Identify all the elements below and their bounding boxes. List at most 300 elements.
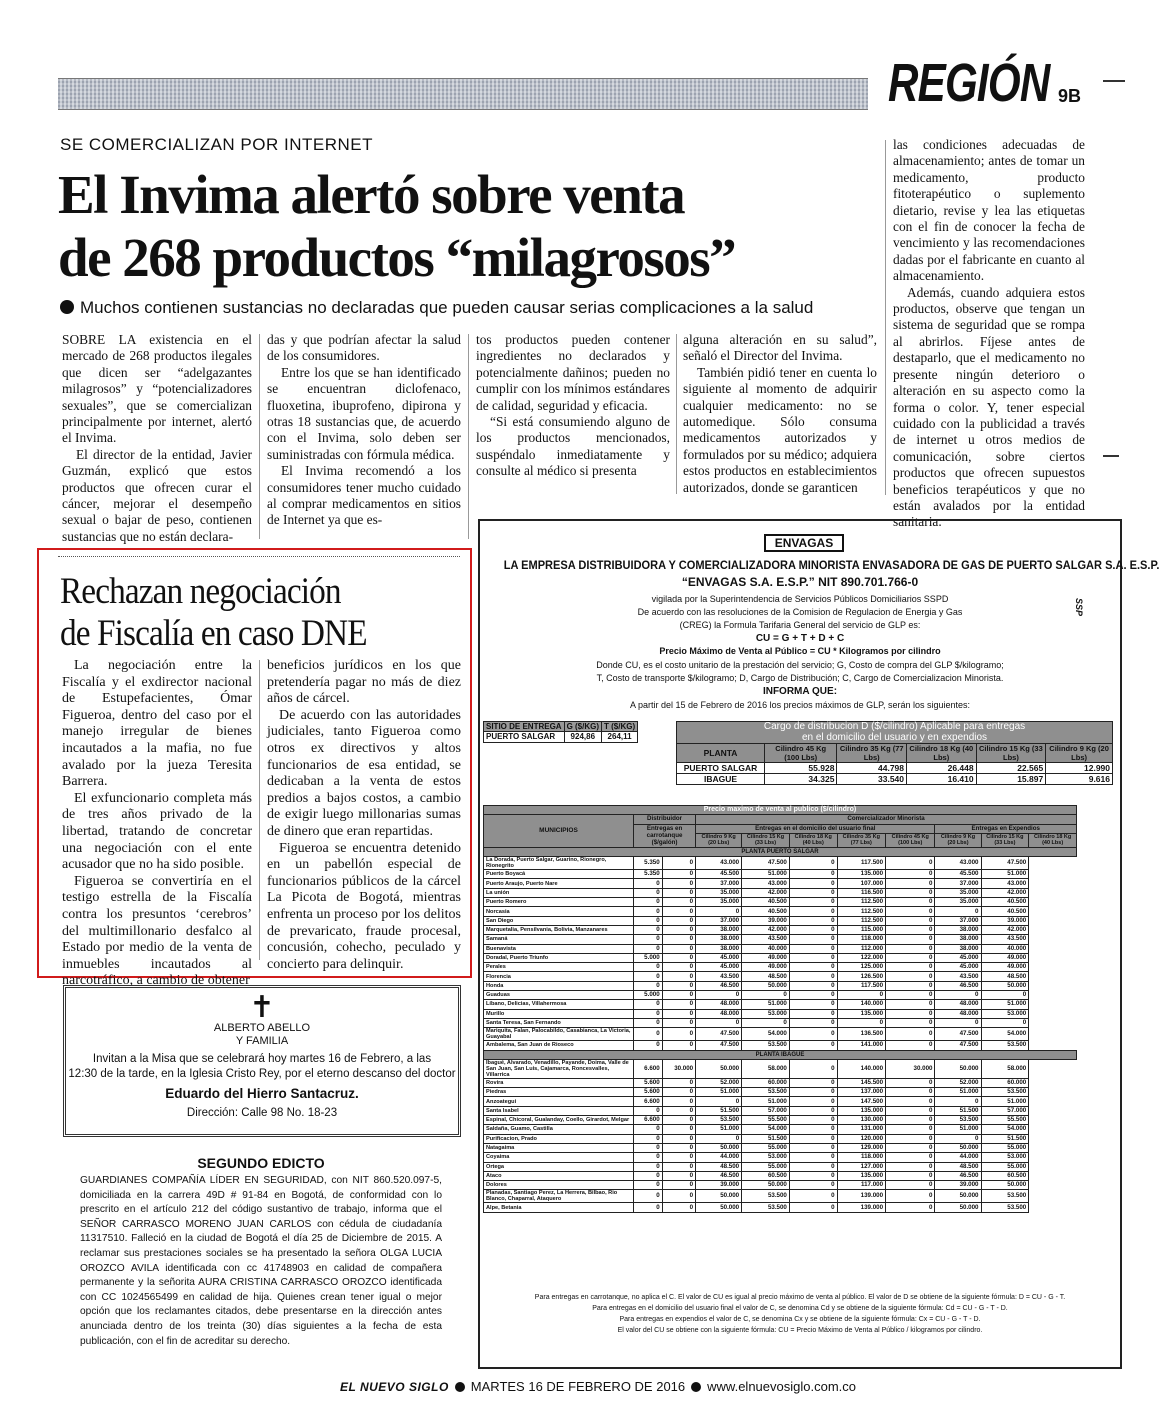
paragraph: De acuerdo con las autoridades judiciales, tanto Figueroa como otros ex directivos y altos funcionarios de esa entidad, se dedicaban a la venta de estos predios a bajos costos, a cambio de exigir luego millonarias sumas de dinero que eran repartidas.: [267, 707, 461, 839]
price-cell: 107.000: [837, 879, 885, 888]
footnote: Para entregas en el domicilio del usuario final el valor de C, se denomina Cd y se obtiene de la siguiente fórmula: Cd = CU - G - T - D.: [592, 1305, 1008, 1312]
price-cell: 47.500: [935, 1028, 981, 1041]
table-row: [484, 944, 1077, 953]
price-cell: 125.000: [837, 963, 885, 972]
table-row: [484, 1116, 1077, 1125]
bullet-icon: [60, 300, 74, 314]
price-cell: 5.350: [634, 857, 663, 870]
article1-column-4: [683, 332, 877, 495]
table-row: [484, 898, 1077, 907]
price-cell: 0: [886, 1018, 935, 1027]
margin-mark: [1103, 80, 1125, 82]
cell: PUERTO SALGAR: [484, 732, 565, 743]
bullet-icon: [455, 1382, 465, 1392]
municipality-cell: Dolores: [484, 1181, 634, 1190]
price-cell: 0: [789, 1162, 837, 1171]
header-cell: Cilindro 9 Kg (20 Lbs): [1046, 744, 1113, 763]
price-cell: 0: [634, 1000, 663, 1009]
price-cell: 0: [789, 1134, 837, 1143]
price-cell: 112.000: [837, 944, 885, 953]
price-cell: 51.000: [742, 870, 790, 879]
header-cell: Cilindro 35 Kg (77 Lbs): [837, 744, 907, 763]
table-row: [484, 925, 1077, 934]
price-cell: 0: [662, 972, 695, 981]
price-cell: 145.500: [837, 1078, 885, 1087]
column-rule: [676, 334, 677, 494]
header-cell: Cilindro 15 Kg (33 Lbs): [742, 833, 790, 847]
paragraph: La negociación entre la Fiscalía y el exdirector nacional de Estupefacientes, Ómar Figueroa, dentro del caso por el manejo irregular de bienes incautados a la mafia, no fue avalado por la jueza Teresita Barrera.: [62, 658, 252, 790]
price-cell: 35.000: [696, 898, 742, 907]
cell: PUERTO SALGAR: [677, 763, 765, 774]
cell: 33.540: [837, 774, 907, 785]
price-cell: 0: [789, 1203, 837, 1212]
header-cell: Comercializador Minorista: [696, 815, 1077, 824]
price-cell: 0: [789, 888, 837, 897]
cross-icon: ✝: [249, 991, 275, 1024]
municipality-cell: Santa Isabel: [484, 1106, 634, 1115]
price-cell: 48.500: [981, 972, 1029, 981]
ad-definition: Donde CU, es el costo unitario de la prestación del servicio; G, Costo de compra del GLP $/kilogramo;: [596, 660, 1004, 670]
price-cell: 0: [634, 1028, 663, 1041]
municipality-cell: Marquetalia, Pensilvania, Bolivia, Manzanares: [484, 925, 634, 934]
price-cell: 0: [789, 1009, 837, 1018]
paragraph: las condiciones adecuadas de almacenamiento; antes de tomar un medicamento, producto fitoterapéutico o suplemento dietario, revise y lea las etiquetas con el fin de conocer la fecha de vencimiento y las recomendaciones dadas por el fabricante en cuanto al almacenamiento.: [893, 137, 1085, 284]
price-cell: 0: [742, 991, 790, 1000]
price-cell: 0: [886, 1125, 935, 1134]
price-cell: 60.500: [981, 1171, 1029, 1180]
price-cell: 0: [696, 907, 742, 916]
header-cell: Cilindro 45 Kg (100 Lbs): [886, 833, 935, 847]
cell: 22.565: [976, 763, 1046, 774]
municipality-cell: Mariquita, Falan, Palocabildo, Casabianca, La Victoria, Guayabal: [484, 1028, 634, 1041]
ad-formula: CU = G + T + D + C: [755, 633, 845, 644]
paragraph: El exfuncionario completa más de tres años privado de la libertad, tratando de concretar una negociación con el ente acusador que no ha sido posible.: [62, 790, 252, 873]
price-cell: 57.000: [742, 1106, 790, 1115]
municipality-cell: Murillo: [484, 1009, 634, 1018]
table-row: [484, 907, 1077, 916]
price-cell: 42.000: [981, 888, 1029, 897]
municipality-cell: Ambalema, San Juan de Rioseco: [484, 1041, 634, 1050]
price-cell: 112.500: [837, 916, 885, 925]
table-row: [484, 981, 1077, 990]
price-cell: 0: [886, 1106, 935, 1115]
price-cell: 51.000: [981, 1000, 1029, 1009]
price-cell: 0: [662, 935, 695, 944]
table-row: [484, 857, 1077, 870]
header-cell: Cilindro 18 Kg (40 Lbs): [907, 744, 977, 763]
price-cell: 135.000: [837, 1106, 885, 1115]
price-cell: 0: [886, 1190, 935, 1203]
price-cell: 0: [662, 1106, 695, 1115]
price-cell: 135.000: [837, 870, 885, 879]
price-cell: 55.000: [742, 1162, 790, 1171]
price-cell: 118.000: [837, 1153, 885, 1162]
price-cell: 52.000: [935, 1078, 981, 1087]
cell: 26.448: [907, 763, 977, 774]
price-cell: 0: [662, 1134, 695, 1143]
price-cell: 37.000: [935, 879, 981, 888]
price-cell: 30.000: [886, 1059, 935, 1078]
price-cell: 0: [886, 1203, 935, 1212]
price-cell: 0: [634, 879, 663, 888]
header-cell: PLANTA: [677, 744, 765, 763]
price-cell: 60.000: [742, 1078, 790, 1087]
ad-nit: “ENVAGAS S.A. E.S.P.” NIT 890.701.766-0: [681, 575, 919, 589]
price-cell: 35.000: [935, 898, 981, 907]
price-cell: 0: [662, 1203, 695, 1212]
price-cell: 0: [634, 1171, 663, 1180]
price-cell: 47.500: [742, 857, 790, 870]
price-cell: 50.000: [696, 1059, 742, 1078]
price-cell: 0: [935, 1097, 981, 1106]
price-cell: 54.000: [742, 1125, 790, 1134]
price-cell: 0: [886, 944, 935, 953]
cell: 12.990: [1046, 763, 1113, 774]
price-cell: 46.500: [935, 1171, 981, 1180]
price-cell: 6.600: [634, 1116, 663, 1125]
header-band: [58, 78, 868, 110]
article2-column-1: [62, 658, 252, 989]
price-cell: 0: [935, 1018, 981, 1027]
price-cell: 58.000: [981, 1059, 1029, 1078]
header-cell: T ($/KG): [602, 722, 638, 732]
price-cell: 0: [886, 1143, 935, 1152]
paragraph: Figueroa se convertiría en el testigo estrella de la Fiscalía contra los presuntos ‘cerebros’ del multimillonario desfalco al Estado por medio de la venta de inmuebles incautados al narcotráfico, a cambio de obtener: [62, 873, 252, 989]
price-cell: 0: [662, 1000, 695, 1009]
price-cell: 112.500: [837, 907, 885, 916]
price-cell: 0: [634, 1203, 663, 1212]
price-cell: 55.000: [742, 1143, 790, 1152]
price-cell: 43.000: [935, 857, 981, 870]
price-cell: 43.500: [742, 935, 790, 944]
dotted-divider: [58, 556, 460, 557]
price-cell: 48.000: [935, 1009, 981, 1018]
ad-company: LA EMPRESA DISTRIBUIDORA Y COMERCIALIZADORA MINORISTA ENVASADORA DE GAS DE PUERTO SALGAR S.A. E.S.P.: [503, 558, 1159, 572]
ad-footnotes: [480, 1292, 1120, 1336]
price-cell: 40.500: [981, 907, 1029, 916]
municipality-cell: Puerto Araujo, Puerto Nare: [484, 879, 634, 888]
price-cell: 0: [789, 879, 837, 888]
paragraph: tos productos pueden contener ingredientes no declarados y potencialmente dañinos; pueden no cumplir con los mínimos estándares de calidad, seguridad y eficacia.: [476, 332, 670, 413]
price-cell: 0: [789, 1097, 837, 1106]
price-cell: 117.500: [837, 857, 885, 870]
price-cell: 0: [886, 916, 935, 925]
price-cell: 50.000: [981, 1181, 1029, 1190]
price-cell: 39.000: [696, 1181, 742, 1190]
price-cell: 0: [886, 1181, 935, 1190]
price-cell: 0: [662, 1028, 695, 1041]
price-cell: 51.000: [935, 1088, 981, 1097]
article-headline-line1: El Invima alertó sobre venta: [58, 164, 685, 225]
price-cell: 0: [886, 1009, 935, 1018]
municipality-cell: Guaduas: [484, 991, 634, 1000]
price-cell: 115.000: [837, 925, 885, 934]
price-cell: 0: [981, 991, 1029, 1000]
price-cell: 130.000: [837, 1116, 885, 1125]
price-cell: 0: [662, 916, 695, 925]
price-cell: 0: [789, 1059, 837, 1078]
price-cell: 48.500: [742, 972, 790, 981]
price-cell: 40.500: [742, 898, 790, 907]
table-row: [484, 1181, 1077, 1190]
table-row: [484, 1134, 1077, 1143]
edict-body: GUARDIANES COMPAÑÍA LÍDER EN SEGURIDAD, con NIT 860.520.097-5, domiciliada en la carrera 49D # 91-84 en Bogotá, de conformidad con lo prescrito en el artículo 212 del código sustantivo de trabajo, informa que el SEÑOR CARRASCO MORENO JUAN CARLOS con cédula de ciudadanía 11317510. Falleció en la ciudad de Bogotá el día 25 de Diciembre de 2015. A reclamar sus prestaciones sociales se ha presentado la señora OLGA LUCIA OROZCO AVILA identificada con cc 41748903 en calidad de compañera permanente y la señorita AURA CRISTINA CARRASCO OROZCO identificada con CC 1024565499 en calidad de hija. Quienes crean tener igual o mejor opción que los reclamantes citados, debe presentarse en la dirección antes anunciada dentro de los treinta (30) días siguientes a la fecha de esta publicación, con el fin de acreditar su derecho.: [80, 1175, 442, 1347]
price-cell: 135.000: [837, 1009, 885, 1018]
price-cell: 38.000: [935, 935, 981, 944]
ad-definition: T, Costo de transporte $/kilogramo; D, Cargo de Distribución; C, Cargo de Comercializacion Minorista.: [596, 673, 1004, 683]
price-cell: 0: [886, 981, 935, 990]
price-cell: 0: [634, 925, 663, 934]
header-cell: Entregas en el domicilio del usuario final: [696, 824, 935, 833]
table-row: [484, 879, 1077, 888]
price-cell: 0: [886, 1028, 935, 1041]
cell: 44.798: [837, 763, 907, 774]
header-cell: Cilindro 18 Kg (40 Lbs): [789, 833, 837, 847]
price-cell: 141.000: [837, 1041, 885, 1050]
price-cell: 40.500: [742, 907, 790, 916]
municipality-cell: San Diego: [484, 916, 634, 925]
price-cell: 58.000: [742, 1059, 790, 1078]
price-cell: 0: [662, 944, 695, 953]
header-cell: Cilindro 9 Kg (20 Lbs): [696, 833, 742, 847]
table-row: [484, 1028, 1077, 1041]
table-row: [484, 1162, 1077, 1171]
table-row: [484, 1171, 1077, 1180]
price-cell: 0: [789, 1181, 837, 1190]
column-rule: [468, 334, 469, 539]
cell: 924,86: [564, 732, 601, 743]
price-cell: 116.500: [837, 888, 885, 897]
price-cell: 38.000: [935, 925, 981, 934]
price-cell: 0: [662, 1041, 695, 1050]
price-cell: 51.000: [981, 1097, 1029, 1106]
header-cell: Cilindro 18 Kg (40 Lbs): [1029, 833, 1077, 847]
price-cell: 139.000: [837, 1203, 885, 1212]
price-cell: 129.000: [837, 1143, 885, 1152]
price-cell: 139.000: [837, 1190, 885, 1203]
obituary-invite: Invitan a la Misa que se celebrará hoy martes 16 de Febrero, a las: [92, 1053, 432, 1065]
section-title: REGIÓN: [888, 53, 1050, 113]
price-cell: 51.000: [742, 1000, 790, 1009]
table-row: [484, 972, 1077, 981]
price-cell: 0: [789, 1041, 837, 1050]
header-cell: Entregas en carrotanque ($/galón): [634, 824, 696, 847]
price-cell: 0: [886, 935, 935, 944]
price-cell: 50.000: [696, 1190, 742, 1203]
price-cell: 0: [634, 1190, 663, 1203]
header-cell: Cilindro 35 Kg (77 Lbs): [837, 833, 885, 847]
price-cell: 0: [886, 1171, 935, 1180]
price-cell: 0: [634, 1181, 663, 1190]
column-rule: [885, 140, 886, 495]
price-cell: 136.500: [837, 1028, 885, 1041]
price-cell: 127.000: [837, 1162, 885, 1171]
price-cell: 0: [662, 1009, 695, 1018]
price-cell: 0: [886, 898, 935, 907]
municipality-cell: Puerto Boyacá: [484, 870, 634, 879]
price-cell: 47.500: [696, 1028, 742, 1041]
price-cell: 44.000: [935, 1153, 981, 1162]
price-cell: 53.500: [742, 1041, 790, 1050]
footnote: Para entregas en expendios el valor de C, se denomina Cx y se obtiene de la siguiente fórmula: Cx = CU - G - T - D.: [619, 1316, 981, 1323]
price-cell: 0: [634, 1134, 663, 1143]
article1-column-3: [476, 332, 670, 492]
article1-column-5: [893, 137, 1085, 530]
cell: 15.897: [976, 774, 1046, 785]
price-cell: 0: [662, 1181, 695, 1190]
price-cell: 0: [662, 1018, 695, 1027]
price-cell: 50.000: [696, 1203, 742, 1212]
table-row: [484, 1143, 1077, 1152]
price-cell: 0: [886, 972, 935, 981]
municipality-cell: Alpe, Betania: [484, 1203, 634, 1212]
price-cell: 0: [886, 870, 935, 879]
obituary-name: Eduardo del Hierro Santacruz.: [165, 1086, 359, 1101]
price-cell: 0: [634, 1041, 663, 1050]
paragraph: Entre los que se han identificado se encuentran diclofenaco, fluoxetina, ibuprofeno, dipirona y otras 18 sustancias que, de acuerdo con el Invima, solo deben ser suministradas con fórmula médica.: [267, 364, 461, 462]
price-cell: 51.000: [696, 1125, 742, 1134]
header-cell: Cilindro 9 Kg (20 Lbs): [935, 833, 981, 847]
price-cell: 135.000: [837, 1171, 885, 1180]
price-cell: 0: [662, 1171, 695, 1180]
price-cell: 0: [789, 1171, 837, 1180]
table-title: en el domicilio del usuario y en expendios: [677, 733, 1113, 744]
price-cell: 48.000: [696, 1000, 742, 1009]
deck-text: Muchos contienen sustancias no declaradas que pueden causar serias complicaciones a la salud: [80, 298, 814, 317]
municipality-cell: Coyaima: [484, 1153, 634, 1162]
table-row: [484, 963, 1077, 972]
price-cell: 0: [935, 991, 981, 1000]
price-cell: 0: [662, 1078, 695, 1087]
municipality-cell: Ataco: [484, 1171, 634, 1180]
price-cell: 6.600: [634, 1059, 663, 1078]
price-cell: 51.000: [981, 870, 1029, 879]
municipality-cell: Honda: [484, 981, 634, 990]
paragraph: das y que podrían afectar la salud de los consumidores.: [267, 332, 461, 364]
price-cell: 5.600: [634, 1078, 663, 1087]
price-cell: 0: [837, 991, 885, 1000]
price-cell: 51.000: [935, 1125, 981, 1134]
price-cell: 42.000: [742, 888, 790, 897]
price-cell: 50.000: [935, 1203, 981, 1212]
price-cell: 0: [634, 898, 663, 907]
price-cell: 53.500: [935, 1116, 981, 1125]
municipality-cell: Piedras: [484, 1088, 634, 1097]
price-cell: 0: [935, 1134, 981, 1143]
header-cell: Distribuidor: [634, 815, 696, 824]
table-row: [484, 1106, 1077, 1115]
price-cell: 44.000: [696, 1153, 742, 1162]
price-cell: 0: [634, 1143, 663, 1152]
price-cell: 0: [789, 963, 837, 972]
price-cell: 45.000: [696, 963, 742, 972]
table-row: [484, 1088, 1077, 1097]
price-cell: 43.500: [696, 972, 742, 981]
price-cell: 0: [789, 857, 837, 870]
table-row: [484, 916, 1077, 925]
price-cell: 43.500: [981, 935, 1029, 944]
municipality-cell: Rovira: [484, 1078, 634, 1087]
margin-mark: [1103, 455, 1119, 457]
table-row: [484, 1153, 1077, 1162]
table-row: [484, 888, 1077, 897]
paragraph: beneficios jurídicos en los que pretendería pagar no más de diez años de cárcel.: [267, 658, 461, 707]
price-cell: 0: [886, 1041, 935, 1050]
municipality-cell: Doradal, Puerto Triunfo: [484, 953, 634, 962]
price-cell: 0: [886, 1116, 935, 1125]
price-cell: 117.500: [837, 981, 885, 990]
price-cell: 43.000: [981, 879, 1029, 888]
obituary-notice: [63, 985, 461, 1137]
table-row: [484, 953, 1077, 962]
price-cell: 53.000: [742, 1153, 790, 1162]
price-cell: 55.500: [981, 1116, 1029, 1125]
price-cell: 0: [662, 991, 695, 1000]
price-cell: 40.500: [981, 898, 1029, 907]
header-cell: Entregas en Expendios: [935, 824, 1077, 833]
price-cell: 50.000: [696, 1143, 742, 1152]
price-cell: 117.000: [837, 1181, 885, 1190]
price-cell: 0: [662, 879, 695, 888]
municipality-cell: Samaná: [484, 935, 634, 944]
table-row: [484, 1041, 1077, 1050]
footer-url[interactable]: www.elnuevosiglo.com.co: [707, 1379, 856, 1394]
price-cell: 50.000: [742, 1181, 790, 1190]
price-cell: 0: [789, 1190, 837, 1203]
price-cell: 46.500: [696, 981, 742, 990]
price-cell: 53.000: [742, 1009, 790, 1018]
price-cell: 0: [634, 907, 663, 916]
price-cell: 0: [696, 1097, 742, 1106]
price-cell: 54.000: [742, 1028, 790, 1041]
municipality-cell: Norcasia: [484, 907, 634, 916]
price-cell: 49.000: [742, 963, 790, 972]
price-cell: 126.500: [837, 972, 885, 981]
price-cell: 0: [662, 907, 695, 916]
price-cell: 5.350: [634, 870, 663, 879]
price-cell: 38.000: [935, 944, 981, 953]
table-row: [484, 1078, 1077, 1087]
header-cell: Cilindro 45 Kg (100 Lbs): [765, 744, 837, 763]
site-table: [483, 721, 638, 743]
price-cell: 47.500: [981, 857, 1029, 870]
footer-date: MARTES 16 DE FEBRERO DE 2016: [470, 1379, 686, 1394]
section-row: PLANTA PUERTO SALGAR: [484, 847, 1077, 856]
price-cell: 60.000: [981, 1078, 1029, 1087]
price-cell: 60.500: [742, 1171, 790, 1180]
table-title: Precio maximo de venta al publico ($/cilindro): [484, 806, 1077, 815]
article2-column-2: [267, 658, 461, 972]
paragraph: “Si está consumiendo alguno de los productos mencionados, suspéndalo inmediatamente y consulte al médico si presenta: [476, 414, 670, 479]
column-rule: [259, 334, 260, 539]
price-cell: 0: [662, 898, 695, 907]
price-table: [483, 805, 1077, 1213]
price-cell: 0: [634, 1018, 663, 1027]
price-cell: 0: [935, 907, 981, 916]
price-cell: 53.500: [981, 1041, 1029, 1050]
paragraph: SOBRE LA existencia en el mercado de 268 productos ilegales que dicen ser “adelgazantes milagrosos” y “potencializadores sexuales”, que se comercializan principalmente por internet, alertó el Invima.: [62, 332, 252, 446]
paragraph: Además, cuando adquiera estos productos, observe que tengan un sistema de seguridad que se rompa al abrirlos. Fíjese antes de destaparlo, que el medicamento no presente ningún deterioro o alteración en su aspecto como la forma o color. Y, tener especial cuidado con la publicidad a través de internet u otros medios de comunicación, sobre ciertos productos que ofrecen supuestos beneficios terapéuticos y que no están avalados por la entidad sanitaria.: [893, 284, 1085, 530]
price-cell: 47.500: [696, 1041, 742, 1050]
price-cell: 0: [662, 1143, 695, 1152]
table-row: [484, 935, 1077, 944]
price-cell: 0: [634, 1125, 663, 1134]
price-cell: 50.000: [981, 981, 1029, 990]
price-cell: 0: [662, 1088, 695, 1097]
price-cell: 0: [886, 1088, 935, 1097]
price-cell: 0: [789, 1106, 837, 1115]
price-cell: 0: [789, 991, 837, 1000]
